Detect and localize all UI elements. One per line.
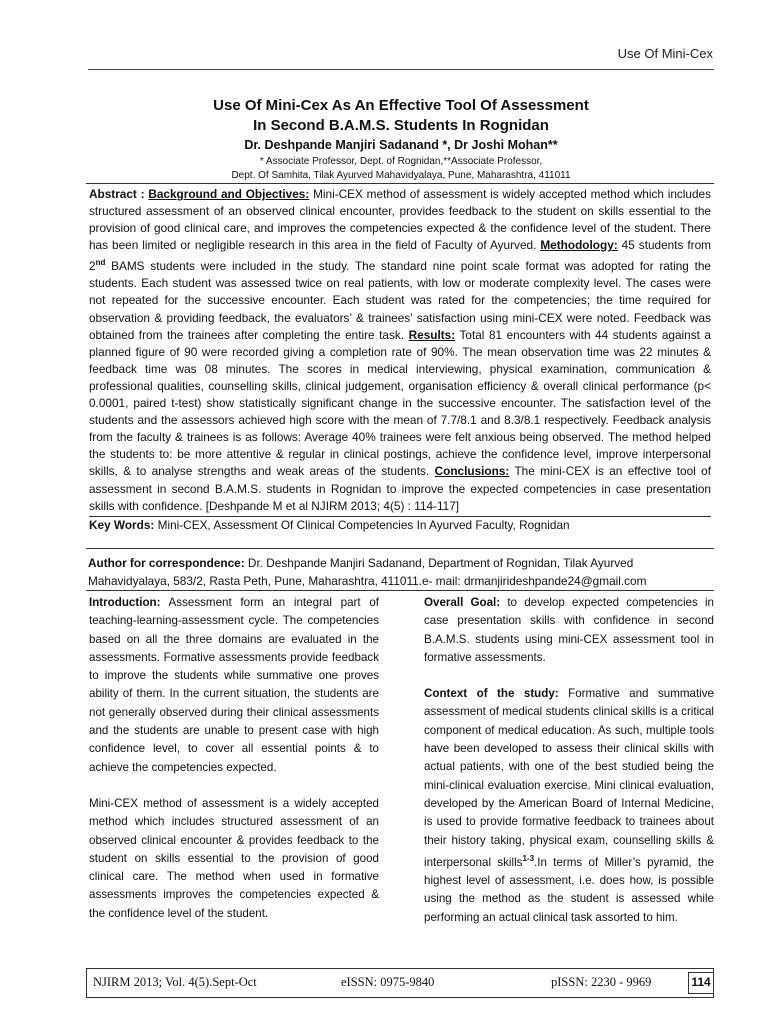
methodology-text-a: 45 students from 2	[89, 238, 711, 274]
keywords-label: Key Words:	[89, 517, 155, 532]
page-number: 114	[688, 972, 714, 994]
methodology-sup: nd	[95, 258, 106, 268]
affiliation-line-2: Dept. Of Samhita, Tilak Ayurved Mahavidyalaya, Pune, Maharashtra, 411011	[231, 170, 571, 181]
running-head: Use Of Mini-Cex	[617, 46, 713, 61]
affiliations	[88, 155, 714, 183]
authors: Dr. Deshpande Manjiri Sadanand *, Dr Joshi Mohan**	[244, 138, 558, 152]
minicex-paragraph: Mini-CEX method of assessment is a widely accepted method which includes structured assessment of an observed clinical encounter & provides feedback to the student on skills essential to the provision of good clinical care. The method when used in formative assessments improves the competencies expected & the confidence level of the student.	[89, 796, 379, 920]
title-line-2: In Second B.A.M.S. Students In Rognidan	[253, 117, 549, 134]
methodology-text-b: BAMS students were included in the study. The standard nine point scale format was adopted for rating the students. Each student was assessed twice on real patients, with low or moderate complexity level. The cases were not repeated for the successive encounter. Each student was rated for the competencies; the time required for observation & providing feedback, the evaluators’ & trainees’ satisfaction using mini-CEX were noted. Feedback was obtained from the trainees after completing the entire task.	[89, 259, 711, 342]
methodology-label: Methodology:	[540, 238, 618, 253]
abstract-body	[89, 186, 711, 515]
correspondence-rule	[86, 590, 714, 591]
footer-pissn: pISSN: 2230 - 9969	[551, 975, 652, 989]
correspondence	[88, 555, 714, 590]
page-footer	[86, 968, 714, 998]
background-label: Background and Objectives:	[148, 187, 310, 201]
conclusions-text: The mini-CEX is an effective tool of assessment in second B.A.M.S. students in Rognidan to improve the expected competencies in case presentation skills with confidence. [Deshpande M et al NJIRM 2013; 4(5) : 114-117]	[89, 464, 712, 513]
introduction-text: Assessment form an integral part of teaching-learning-assessment cycle. The competencies based on all the three domains are evaluated in the assessments. Formative assessments provide feedback to improve the students while summative one proves ability of them. In the current situation, the students are not generally observed during their clinical assessments and the students are unable to present case with high confidence level, to cover all essential points & to achieve the competencies expected.	[89, 596, 379, 774]
context-label: Context of the study:	[424, 687, 559, 701]
results-label: Results:	[408, 327, 456, 342]
keywords-text: Mini-CEX, Assessment Of Clinical Competencies In Ayurved Faculty, Rognidan	[154, 517, 570, 532]
keywords	[89, 516, 711, 534]
correspondence-text: Dr. Deshpande Manjiri Sadanand, Department of Rognidan, Tilak Ayurved Mahavidyalaya, 583/2, Rasta Peth, Pune, Maharashtra, 411011.e- mail: drmanjirideshpande24@gmail.com	[88, 556, 647, 588]
background-text: Mini-CEX method of assessment is widely accepted method which includes structured assessment of an observed clinical encounter, provides feedback to the student on skills essential to the provision of good clinical care, and improves the competencies expected & the confidence level of the student. There has been limited or negligible research in this area in the field of Faculty of Ayurved.	[89, 187, 711, 253]
title-line-1: Use Of Mini-Cex As An Effective Tool Of Assessment	[213, 97, 589, 114]
conclusions-label: Conclusions:	[434, 464, 510, 479]
footer-journal: NJIRM 2013; Vol. 4(5).Sept-Oct	[93, 975, 257, 989]
header-rule	[88, 69, 714, 70]
abstract-label: Abstract :	[89, 187, 145, 201]
overall-goal-label: Overall Goal:	[424, 596, 501, 609]
results-text: Total 81 encounters with 44 students against a planned figure of 90 were recorded giving a completion rate of 90%. The mean observation time was 22 minutes & feedback time was 08 minutes. The scores in medical interviewing, physical examination, communication & professional qualities, counselling skills, clinical judgement, organisation efficiency & overall clinical performance (p< 0.0001, paired t-test) show statistically significant change in the successive encounter. The satisfaction level of the students and the assessors achieved high score with the mean of 7.7/8.1 and 8.3/8.1 respectively. Feedback analysis from the faculty & trainees is as follows: Average 40% trainees were felt anxious being observed. The method helped the students to: be more attentive & regular in clinical postings, achieve the confidence level, improve interpersonal skills, & to analyse strengths and weak areas of the students.	[89, 327, 711, 479]
introduction-paragraph	[89, 594, 379, 777]
overall-goal-paragraph	[424, 594, 714, 667]
overall-goal-text: to develop expected competencies in case presentation skills with confidence in second B.A.M.S. students using mini-CEX assessment tool in formative assessments.	[424, 596, 714, 664]
footer-eissn: eISSN: 0975-9840	[341, 975, 435, 989]
abstract-box	[86, 183, 714, 549]
context-paragraph	[424, 685, 714, 927]
article-title	[88, 96, 714, 136]
correspondence-label: Author for correspondence:	[88, 556, 245, 570]
context-sup: 1-3	[522, 853, 535, 863]
right-column	[424, 594, 714, 945]
left-column	[89, 594, 379, 941]
context-text-b: .In terms of Miller’s pyramid, the highest level of assessment, i.e. does how, is possible using the method as the student is assessed while performing an actual clinical task assorted to him.	[424, 855, 714, 924]
context-text-a: Formative and summative assessment of medical students clinical skills is a critical component of medical education. As such, multiple tools have been developed to assess their clinical skills with actual patients, with one of the best studied being the mini-clinical evaluation exercise. Mini clinical evaluation, developed by the American Board of Internal Medicine, is used to provide formative feedback to trainees about their history taking, physical exam, counselling skills & interpersonal skills	[424, 687, 714, 869]
introduction-label: Introduction:	[89, 596, 161, 609]
affiliation-line-1: * Associate Professor, Dept. of Rognidan,**Associate Professor,	[259, 156, 543, 167]
